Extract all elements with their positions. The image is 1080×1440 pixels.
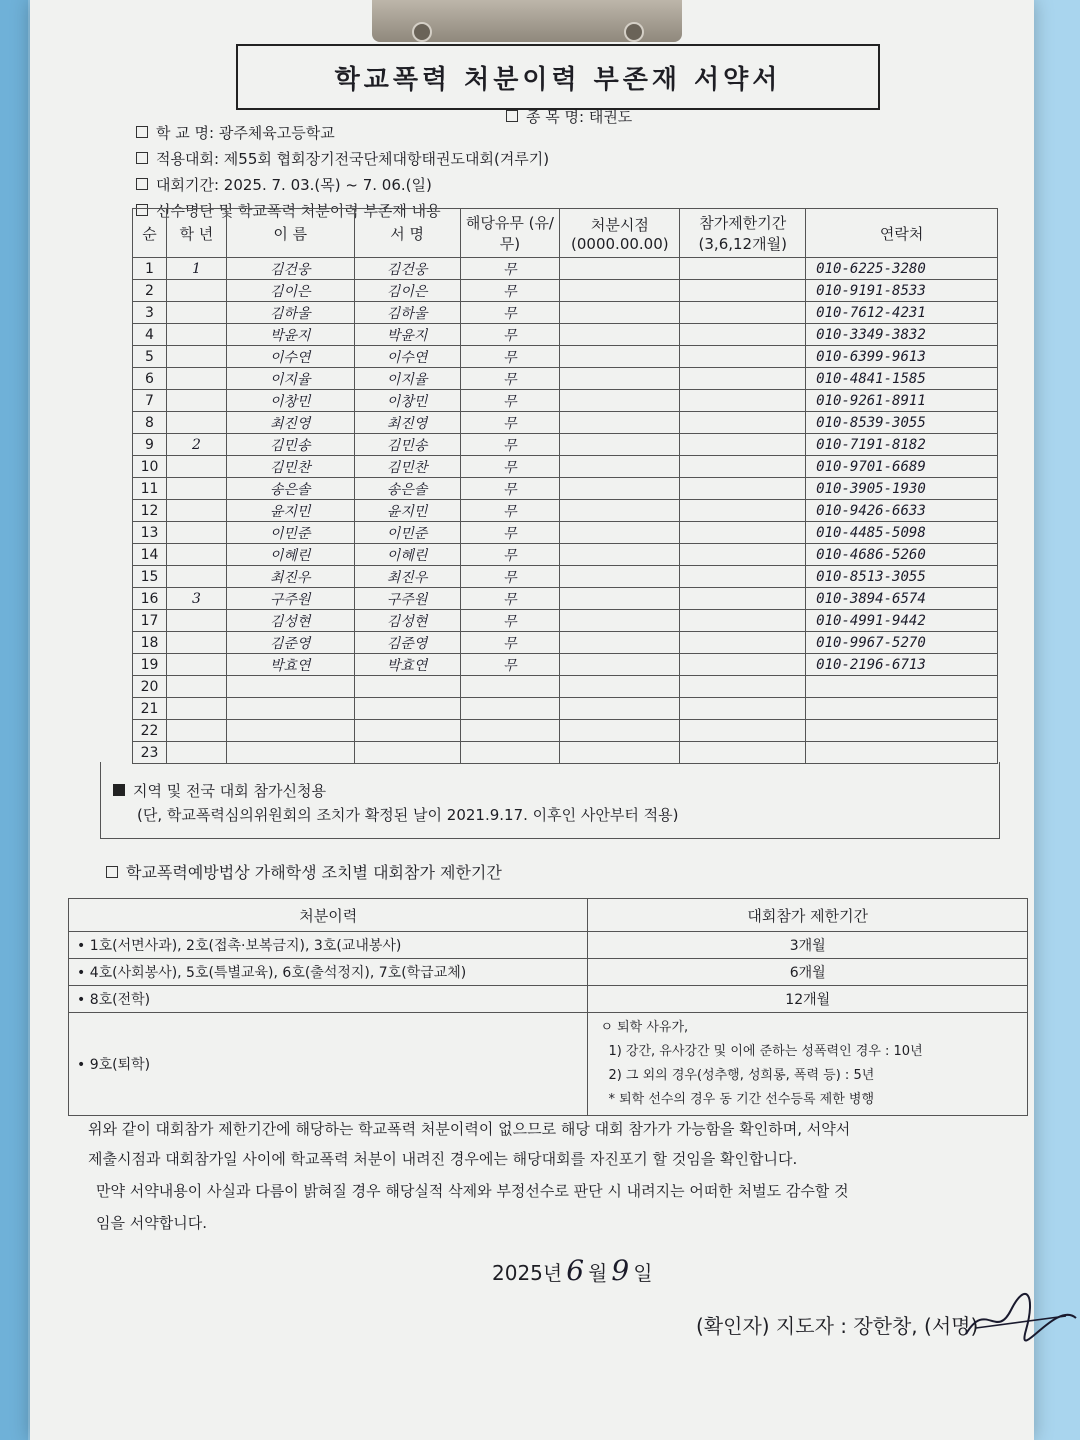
penalty-section-title [106, 860, 502, 883]
note-line1 [113, 780, 326, 801]
cell-grade [166, 522, 226, 544]
cell-name [226, 676, 354, 698]
cell-name [226, 720, 354, 742]
cell-no: 10 [133, 456, 167, 478]
cell-applicable: 무 [460, 258, 560, 280]
cell-contact: 010-7191-8182 [806, 434, 998, 456]
retire-line: 2) 그 외의 경우(성추행, 성희롱, 폭력 등) : 5년 [608, 1068, 875, 1083]
cell-contact: 010-8539-3055 [806, 412, 998, 434]
header-contact: 연락처 [806, 209, 998, 258]
cell-no: 13 [133, 522, 167, 544]
table-row [133, 610, 998, 632]
cell-name: 윤지민 [226, 500, 354, 522]
cell-no: 18 [133, 632, 167, 654]
cell-contact [806, 720, 998, 742]
title-box [236, 44, 880, 110]
cell-contact: 010-3894-6574 [806, 588, 998, 610]
cell-applicable: 무 [460, 368, 560, 390]
cell-contact: 010-9967-5270 [806, 632, 998, 654]
header-signature: 서 명 [354, 209, 460, 258]
school-label: 학 교 명: 광주체육고등학교 [156, 124, 335, 142]
cell-no: 3 [133, 302, 167, 324]
cell-signature: 최진우 [354, 566, 460, 588]
retire-line: ㅇ 퇴학 사유가, [600, 1020, 689, 1035]
header-disposition-date: 처분시점 (0000.00.00) [560, 209, 680, 258]
cell-disposition-date [560, 632, 680, 654]
header-grade: 학 년 [166, 209, 226, 258]
cell-applicable: 무 [460, 610, 560, 632]
table-row [133, 500, 998, 522]
cell-restriction-period [680, 500, 806, 522]
penalty-row [69, 932, 1028, 959]
cell-name: 박효연 [226, 654, 354, 676]
cell-grade [166, 544, 226, 566]
clipboard-left-edge [0, 0, 28, 1440]
cell-signature: 구주원 [354, 588, 460, 610]
school-info [136, 122, 335, 143]
cell-applicable [460, 676, 560, 698]
checkbox-icon [136, 126, 148, 138]
cell-no: 21 [133, 698, 167, 720]
table-row [133, 456, 998, 478]
cell-applicable [460, 742, 560, 764]
player-table [132, 208, 998, 764]
signer-line: (확인자) 지도자 : 장한창, (서명) [696, 1314, 979, 1338]
penalty-header-limit: 대회참가 제한기간 [588, 899, 1028, 932]
cell-grade [166, 566, 226, 588]
penalty-history-retire: • 9호(퇴학) [69, 1013, 588, 1116]
pledge-line: 제출시점과 대회참가일 사이에 학교폭력 처분이 내려진 경우에는 해당대회를 자진포기 할 것임을 확인합니다. [88, 1150, 798, 1168]
cell-disposition-date [560, 544, 680, 566]
event-label: 종 목 명: 태권도 [526, 108, 633, 126]
cell-contact: 010-6225-3280 [806, 258, 998, 280]
period-info [136, 174, 432, 195]
handwritten-signature [956, 1290, 1080, 1350]
cell-disposition-date [560, 258, 680, 280]
cell-no: 2 [133, 280, 167, 302]
cell-contact: 010-3349-3832 [806, 324, 998, 346]
cell-restriction-period [680, 588, 806, 610]
cell-restriction-period [680, 434, 806, 456]
penalty-history: • 8호(전학) [69, 986, 588, 1013]
table-header-row [133, 209, 998, 258]
cell-disposition-date [560, 346, 680, 368]
header-no: 순 [133, 209, 167, 258]
cell-grade [166, 456, 226, 478]
cell-signature: 송은솔 [354, 478, 460, 500]
cell-disposition-date [560, 742, 680, 764]
clip-rivet-icon [624, 22, 644, 42]
header-applicable: 해당유무 (유/무) [460, 209, 560, 258]
cell-signature [354, 676, 460, 698]
cell-name: 김이은 [226, 280, 354, 302]
cell-grade [166, 676, 226, 698]
table-row [133, 566, 998, 588]
checkbox-icon [136, 178, 148, 190]
cell-applicable: 무 [460, 654, 560, 676]
cell-name: 김건웅 [226, 258, 354, 280]
square-bullet-icon [113, 784, 125, 796]
cell-grade [166, 390, 226, 412]
cell-name: 박윤지 [226, 324, 354, 346]
pledge-line: 임을 서약합니다. [96, 1214, 207, 1232]
table-row [133, 698, 998, 720]
cell-applicable: 무 [460, 434, 560, 456]
date-year: 2025년 [492, 1261, 563, 1285]
date-month: 6 [566, 1254, 585, 1287]
penalty-limit: 6개월 [588, 959, 1028, 986]
cell-restriction-period [680, 258, 806, 280]
cell-name: 김민송 [226, 434, 354, 456]
cell-disposition-date [560, 698, 680, 720]
cell-contact: 010-6399-9613 [806, 346, 998, 368]
clip-rivet-icon [412, 22, 432, 42]
table-row [133, 258, 998, 280]
cell-no: 5 [133, 346, 167, 368]
cell-grade [166, 478, 226, 500]
cell-contact: 010-9191-8533 [806, 280, 998, 302]
cell-disposition-date [560, 720, 680, 742]
penalty-header-history: 처분이력 [69, 899, 588, 932]
penalty-limit: 3개월 [588, 932, 1028, 959]
cell-applicable: 무 [460, 522, 560, 544]
cell-signature: 윤지민 [354, 500, 460, 522]
table-row [133, 390, 998, 412]
table-row [133, 434, 998, 456]
penalty-limit-retire [588, 1013, 1028, 1116]
cell-signature: 박효연 [354, 654, 460, 676]
cell-grade [166, 698, 226, 720]
cell-applicable: 무 [460, 302, 560, 324]
cell-no: 19 [133, 654, 167, 676]
cell-contact [806, 676, 998, 698]
cell-applicable: 무 [460, 588, 560, 610]
pledge-line: 위와 같이 대회참가 제한기간에 해당하는 학교폭력 처분이력이 없으므로 해당 대회 참가가 가능함을 확인하며, 서약서 [88, 1120, 851, 1138]
cell-restriction-period [680, 522, 806, 544]
table-row [133, 368, 998, 390]
cell-contact: 010-9426-6633 [806, 500, 998, 522]
table-row [133, 522, 998, 544]
penalty-row-retire [69, 1013, 1028, 1116]
cell-disposition-date [560, 654, 680, 676]
cell-applicable: 무 [460, 346, 560, 368]
table-row [133, 676, 998, 698]
cell-signature: 김성현 [354, 610, 460, 632]
cell-signature [354, 698, 460, 720]
table-row [133, 346, 998, 368]
cell-grade [166, 632, 226, 654]
cell-no: 12 [133, 500, 167, 522]
cell-no: 11 [133, 478, 167, 500]
table-row [133, 654, 998, 676]
cell-contact: 010-4841-1585 [806, 368, 998, 390]
cell-name: 김준영 [226, 632, 354, 654]
header-name: 이 름 [226, 209, 354, 258]
cell-no: 23 [133, 742, 167, 764]
cell-grade [166, 742, 226, 764]
cell-no: 4 [133, 324, 167, 346]
penalty-history: • 1호(서면사과), 2호(접촉·보복금지), 3호(교내봉사) [69, 932, 588, 959]
checkbox-icon [106, 866, 118, 878]
note-line2: (단, 학교폭력심의위원회의 조치가 확정된 날이 2021.9.17. 이후인 사안부터 적용) [137, 806, 679, 824]
cell-signature: 이지율 [354, 368, 460, 390]
cell-applicable: 무 [460, 390, 560, 412]
cell-name [226, 742, 354, 764]
table-row [133, 412, 998, 434]
cell-applicable: 무 [460, 544, 560, 566]
cell-name: 이창민 [226, 390, 354, 412]
cell-signature: 박윤지 [354, 324, 460, 346]
checkbox-icon [136, 152, 148, 164]
cell-contact: 010-2196-6713 [806, 654, 998, 676]
cell-disposition-date [560, 434, 680, 456]
cell-disposition-date [560, 280, 680, 302]
cell-grade [166, 280, 226, 302]
cell-grade: 3 [166, 588, 226, 610]
cell-applicable: 무 [460, 324, 560, 346]
cell-grade [166, 324, 226, 346]
notes-box [100, 762, 1000, 839]
cell-contact: 010-9701-6689 [806, 456, 998, 478]
cell-name: 이혜린 [226, 544, 354, 566]
cell-restriction-period [680, 324, 806, 346]
cell-no: 17 [133, 610, 167, 632]
retire-line: 1) 강간, 유사강간 및 이에 준하는 성폭력인 경우 : 10년 [608, 1044, 923, 1059]
cell-contact [806, 742, 998, 764]
cell-name: 송은솔 [226, 478, 354, 500]
cell-applicable: 무 [460, 478, 560, 500]
cell-disposition-date [560, 390, 680, 412]
cell-grade [166, 610, 226, 632]
cell-restriction-period [680, 280, 806, 302]
cell-name: 최진우 [226, 566, 354, 588]
table-row [133, 742, 998, 764]
note-line1-text: 지역 및 전국 대회 참가신청용 [133, 782, 326, 800]
table-row [133, 478, 998, 500]
list-title-label: 선수명단 및 학교폭력 처분이력 부존재 내용 [156, 202, 441, 220]
cell-signature: 김하울 [354, 302, 460, 324]
period-label: 대회기간: 2025. 7. 03.(목) ~ 7. 06.(일) [156, 176, 432, 194]
cell-restriction-period [680, 632, 806, 654]
cell-restriction-period [680, 302, 806, 324]
cell-grade [166, 720, 226, 742]
cell-name: 구주원 [226, 588, 354, 610]
table-row [133, 280, 998, 302]
cell-grade: 2 [166, 434, 226, 456]
cell-restriction-period [680, 654, 806, 676]
checkbox-icon [506, 110, 518, 122]
pledge-date [492, 1254, 653, 1287]
document-page [30, 0, 1034, 1440]
date-day-label: 일 [633, 1261, 653, 1285]
table-row [133, 632, 998, 654]
cell-name: 김성현 [226, 610, 354, 632]
cell-name: 이수연 [226, 346, 354, 368]
cell-contact: 010-9261-8911 [806, 390, 998, 412]
cell-name: 이민준 [226, 522, 354, 544]
cell-disposition-date [560, 610, 680, 632]
cell-restriction-period [680, 346, 806, 368]
cell-contact: 010-7612-4231 [806, 302, 998, 324]
penalty-row [69, 986, 1028, 1013]
cell-contact: 010-8513-3055 [806, 566, 998, 588]
cell-restriction-period [680, 610, 806, 632]
cell-no: 1 [133, 258, 167, 280]
cell-grade: 1 [166, 258, 226, 280]
cell-disposition-date [560, 302, 680, 324]
cell-applicable: 무 [460, 280, 560, 302]
date-month-label: 월 [588, 1261, 608, 1285]
cell-contact: 010-4991-9442 [806, 610, 998, 632]
cell-no: 9 [133, 434, 167, 456]
cell-applicable: 무 [460, 632, 560, 654]
cell-applicable: 무 [460, 412, 560, 434]
cell-no: 8 [133, 412, 167, 434]
document-title: 학교폭력 처분이력 부존재 서약서 [334, 64, 782, 95]
cell-signature: 김민송 [354, 434, 460, 456]
event-info [506, 106, 632, 127]
penalty-header-row [69, 899, 1028, 932]
cell-signature [354, 720, 460, 742]
cell-disposition-date [560, 368, 680, 390]
header-restriction-period: 참가제한기간 (3,6,12개월) [680, 209, 806, 258]
cell-disposition-date [560, 324, 680, 346]
table-row [133, 720, 998, 742]
cell-signature: 김건웅 [354, 258, 460, 280]
cell-name: 최진영 [226, 412, 354, 434]
cell-signature: 이창민 [354, 390, 460, 412]
cell-restriction-period [680, 368, 806, 390]
cell-restriction-period [680, 390, 806, 412]
cell-signature [354, 742, 460, 764]
cell-disposition-date [560, 588, 680, 610]
cell-contact: 010-4686-5260 [806, 544, 998, 566]
cell-restriction-period [680, 676, 806, 698]
cell-grade [166, 500, 226, 522]
cell-restriction-period [680, 456, 806, 478]
competition-info [136, 148, 549, 169]
cell-signature: 이혜린 [354, 544, 460, 566]
cell-disposition-date [560, 500, 680, 522]
penalty-history: • 4호(사회봉사), 5호(특별교육), 6호(출석정지), 7호(학급교체) [69, 959, 588, 986]
cell-restriction-period [680, 742, 806, 764]
cell-grade [166, 368, 226, 390]
cell-restriction-period [680, 544, 806, 566]
cell-restriction-period [680, 566, 806, 588]
cell-no: 16 [133, 588, 167, 610]
penalty-row [69, 959, 1028, 986]
cell-disposition-date [560, 478, 680, 500]
cell-name: 김하울 [226, 302, 354, 324]
cell-disposition-date [560, 566, 680, 588]
cell-disposition-date [560, 412, 680, 434]
penalty-section-label: 학교폭력예방법상 가해학생 조치별 대회참가 제한기간 [126, 863, 502, 882]
cell-no: 7 [133, 390, 167, 412]
cell-contact: 010-4485-5098 [806, 522, 998, 544]
table-row [133, 324, 998, 346]
table-row [133, 588, 998, 610]
cell-applicable: 무 [460, 500, 560, 522]
cell-restriction-period [680, 478, 806, 500]
cell-name: 이지율 [226, 368, 354, 390]
cell-contact: 010-3905-1930 [806, 478, 998, 500]
penalty-limit: 12개월 [588, 986, 1028, 1013]
cell-disposition-date [560, 676, 680, 698]
cell-applicable [460, 698, 560, 720]
cell-grade [166, 346, 226, 368]
cell-applicable [460, 720, 560, 742]
cell-grade [166, 412, 226, 434]
cell-contact [806, 698, 998, 720]
cell-grade [166, 302, 226, 324]
cell-restriction-period [680, 720, 806, 742]
cell-applicable: 무 [460, 456, 560, 478]
penalty-table [68, 898, 1028, 1116]
table-row [133, 544, 998, 566]
competition-label: 적용대회: 제55회 협회장기전국단체대항태권도대회(겨루기) [156, 150, 550, 168]
cell-restriction-period [680, 698, 806, 720]
cell-no: 14 [133, 544, 167, 566]
cell-signature: 이민준 [354, 522, 460, 544]
cell-applicable: 무 [460, 566, 560, 588]
retire-line: * 퇴학 선수의 경우 동 기간 선수등록 제한 병행 [608, 1092, 875, 1107]
cell-no: 20 [133, 676, 167, 698]
cell-name: 김민찬 [226, 456, 354, 478]
cell-no: 6 [133, 368, 167, 390]
cell-no: 15 [133, 566, 167, 588]
cell-signature: 김준영 [354, 632, 460, 654]
cell-name [226, 698, 354, 720]
cell-signature: 김민찬 [354, 456, 460, 478]
cell-signature: 최진영 [354, 412, 460, 434]
cell-signature: 김이은 [354, 280, 460, 302]
date-day: 9 [611, 1254, 630, 1287]
clipboard-clip [372, 0, 682, 42]
cell-disposition-date [560, 522, 680, 544]
cell-signature: 이수연 [354, 346, 460, 368]
table-row [133, 302, 998, 324]
pledge-line: 만약 서약내용이 사실과 다름이 밝혀질 경우 해당실적 삭제와 부정선수로 판단 시 내려지는 어떠한 처벌도 감수할 것 [96, 1182, 849, 1200]
cell-disposition-date [560, 456, 680, 478]
clipboard-right-edge [1034, 0, 1080, 1440]
cell-no: 22 [133, 720, 167, 742]
cell-grade [166, 654, 226, 676]
cell-restriction-period [680, 412, 806, 434]
